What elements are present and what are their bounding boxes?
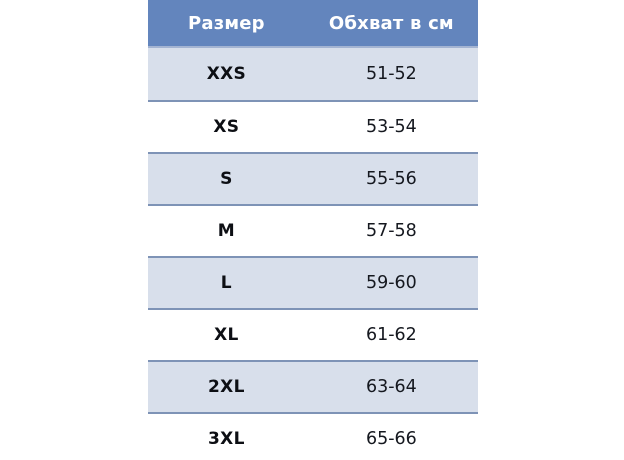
circumference-cell: 53-54 (365, 117, 417, 137)
size-cell: XL (214, 325, 239, 345)
size-cell: M (217, 221, 235, 241)
circumference-cell: 57-58 (365, 221, 417, 241)
circumference-cell: 65-66 (365, 429, 417, 449)
size-chart-table (148, 0, 478, 460)
size-cell: 2XL (208, 377, 245, 397)
table-row-l (148, 256, 478, 308)
size-cell: XS (213, 117, 240, 137)
table-header-row (148, 0, 478, 48)
table-row-xxs (148, 48, 478, 100)
table-row-3xl (148, 412, 478, 460)
table-row-m (148, 204, 478, 256)
size-cell: S (220, 169, 233, 189)
table-row-xl (148, 308, 478, 360)
circumference-cell: 59-60 (365, 273, 417, 293)
table-row-s (148, 152, 478, 204)
size-cell: L (220, 273, 232, 293)
circumference-cell: 55-56 (365, 169, 417, 189)
circumference-cell: 51-52 (365, 64, 417, 84)
table-row-xs (148, 100, 478, 152)
column-header-circumference: Обхват в см (328, 12, 454, 34)
circumference-cell: 63-64 (365, 377, 417, 397)
size-cell: XXS (206, 64, 247, 84)
size-cell: 3XL (208, 429, 245, 449)
table-row-2xl (148, 360, 478, 412)
column-header-size: Размер (187, 12, 265, 34)
circumference-cell: 61-62 (365, 325, 417, 345)
